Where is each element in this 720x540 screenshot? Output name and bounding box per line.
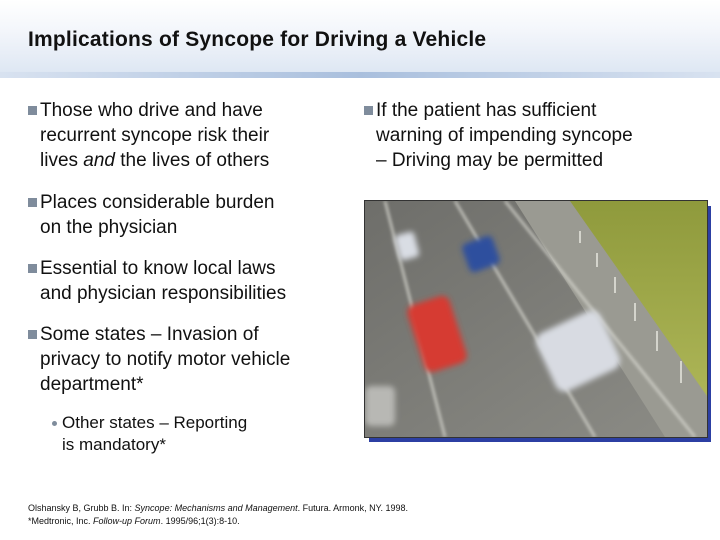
reference-2: *Medtronic, Inc. Follow-up Forum. 1995/96;1(3):8-10.: [28, 516, 240, 526]
bullet-square-icon: [28, 264, 37, 273]
bullet-drive-risk: [28, 98, 328, 173]
bullet-square-icon: [28, 106, 37, 115]
sub-bullet-text: Other states – Reporting is mandatory*: [62, 413, 248, 454]
bullet-text: Some states – Invasion of privacy to notify motor vehicle department*: [40, 324, 291, 395]
sub-bullet-reporting: [52, 412, 312, 456]
bullet-text: Those who drive and have recurrent syncope risk their lives and the lives of others: [40, 100, 270, 171]
references: [28, 502, 408, 528]
bullet-square-icon: [28, 198, 37, 207]
bullet-physician-burden: [28, 190, 328, 240]
bullet-square-icon: [364, 106, 373, 115]
bullet-square-icon: [28, 330, 37, 339]
bullet-invasion-privacy: [28, 322, 358, 397]
highway-illustration: [365, 201, 707, 437]
highway-traffic-photo: [364, 200, 708, 438]
bullet-dot-icon: [52, 421, 57, 426]
reference-1: Olshansky B, Grubb B. In: Syncope: Mechanisms and Management. Futura. Armonk, NY. 1998.: [28, 503, 409, 513]
slide-title: Implications of Syncope for Driving a Vehicle: [28, 28, 487, 51]
bullet-text: Places considerable burden on the physician: [40, 192, 275, 238]
bullet-text: Essential to know local laws and physician responsibilities: [40, 258, 287, 304]
bullet-text: If the patient has sufficient warning of impending syncope – Driving may be permitted: [376, 100, 633, 171]
bullet-local-laws: [28, 256, 338, 306]
car-gray-left: [365, 386, 395, 426]
bullet-driving-permitted: [364, 98, 694, 173]
